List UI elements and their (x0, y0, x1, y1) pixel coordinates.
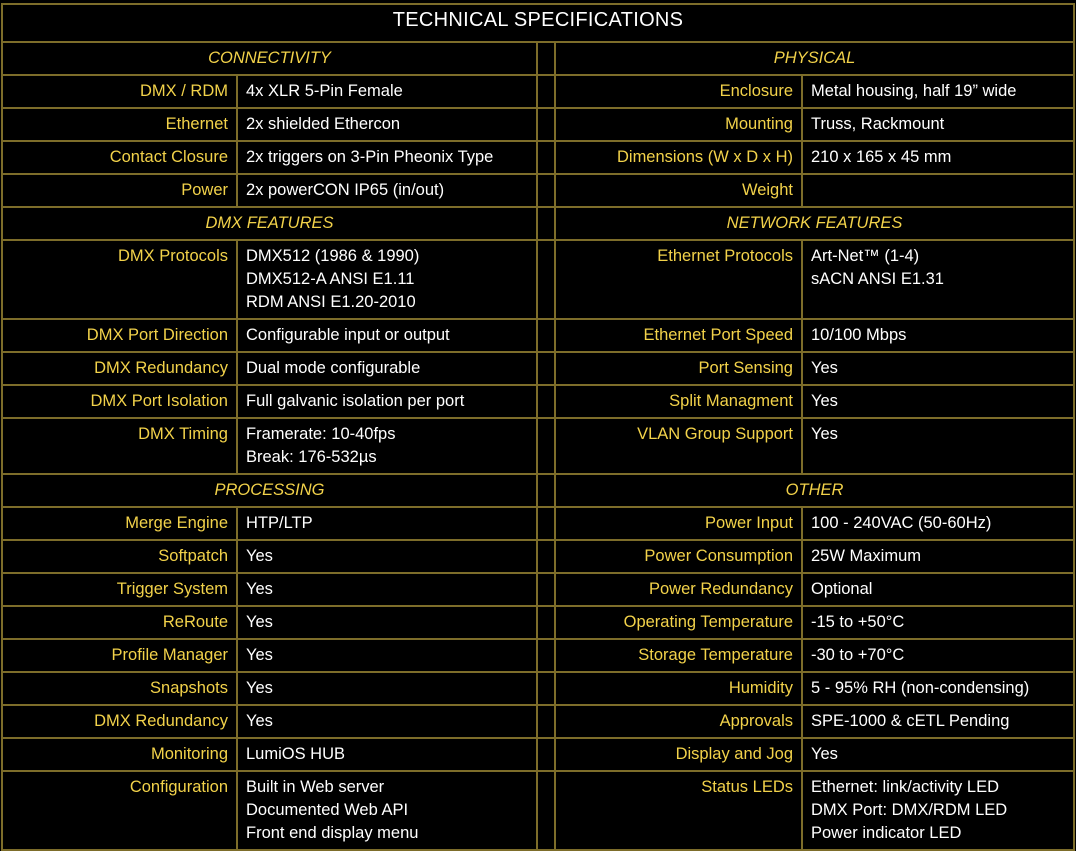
spec-row (2, 174, 1074, 207)
spec-value-line: Yes (246, 679, 273, 697)
spec-label: Ethernet Protocols (555, 240, 802, 319)
spec-row (2, 540, 1074, 573)
spec-row (2, 141, 1074, 174)
spec-value-line: 2x powerCON IP65 (in/out) (246, 181, 445, 199)
spec-value-line: Art-Net™ (1-4) (811, 247, 920, 265)
spec-row (2, 352, 1074, 385)
spec-value-line: 100 - 240VAC (50-60Hz) (811, 514, 992, 532)
spec-value-line: Ethernet: link/activity LED (811, 778, 999, 796)
spec-value-line: -15 to +50°C (811, 613, 905, 631)
spec-label: Enclosure (555, 75, 802, 108)
spec-row (2, 240, 1074, 319)
spec-value-line: RDM ANSI E1.20-2010 (246, 293, 416, 311)
spec-value (802, 771, 1074, 850)
column-divider (537, 141, 555, 174)
column-divider (537, 75, 555, 108)
column-divider (537, 738, 555, 771)
spec-value (802, 75, 1074, 108)
spec-label: Mounting (555, 108, 802, 141)
spec-value (802, 319, 1074, 352)
spec-value (237, 75, 537, 108)
spec-row (2, 705, 1074, 738)
column-divider (537, 573, 555, 606)
spec-label: Trigger System (2, 573, 237, 606)
spec-label: VLAN Group Support (555, 418, 802, 474)
spec-value-line: Truss, Rackmount (811, 115, 945, 133)
spec-label: Operating Temperature (555, 606, 802, 639)
spec-value-line: Yes (811, 359, 838, 377)
spec-label: DMX Port Isolation (2, 385, 237, 418)
spec-value-line: Documented Web API (246, 801, 409, 819)
spec-label: DMX Timing (2, 418, 237, 474)
spec-label: Split Managment (555, 385, 802, 418)
spec-value (802, 672, 1074, 705)
section-heading-processing: PROCESSING (2, 474, 537, 507)
spec-value (237, 174, 537, 207)
spec-label: Storage Temperature (555, 639, 802, 672)
spec-value-line: Full galvanic isolation per port (246, 392, 465, 410)
section-heading-physical: PHYSICAL (555, 42, 1074, 75)
column-divider (537, 771, 555, 850)
column-divider (537, 705, 555, 738)
spec-value-line: Yes (811, 392, 838, 410)
spec-value (237, 141, 537, 174)
spec-row (2, 108, 1074, 141)
spec-value-line: Framerate: 10-40fps (246, 425, 396, 443)
column-divider (537, 540, 555, 573)
spec-value-line: DMX512-A ANSI E1.11 (246, 270, 415, 288)
spec-label: DMX Redundancy (2, 705, 237, 738)
spec-value (237, 352, 537, 385)
spec-label: Snapshots (2, 672, 237, 705)
column-divider (537, 385, 555, 418)
spec-value-line: DMX Port: DMX/RDM LED (811, 801, 1008, 819)
spec-label: Approvals (555, 705, 802, 738)
spec-row (2, 385, 1074, 418)
spec-value-line: Yes (246, 547, 273, 565)
column-divider (537, 42, 555, 75)
spec-value (802, 385, 1074, 418)
spec-value (237, 705, 537, 738)
spec-value-line: Yes (811, 425, 838, 443)
column-divider (537, 639, 555, 672)
spec-value (237, 573, 537, 606)
spec-value (237, 108, 537, 141)
column-divider (537, 174, 555, 207)
spec-value-line: 10/100 Mbps (811, 326, 907, 344)
spec-label: Configuration (2, 771, 237, 850)
spec-value-line: Yes (246, 646, 273, 664)
spec-value (802, 639, 1074, 672)
spec-value-line: 5 - 95% RH (non-condensing) (811, 679, 1030, 697)
spec-value (237, 738, 537, 771)
spec-value (802, 174, 1074, 207)
column-divider (537, 240, 555, 319)
spec-label: Merge Engine (2, 507, 237, 540)
spec-value (237, 507, 537, 540)
spec-value (802, 738, 1074, 771)
spec-value (802, 352, 1074, 385)
spec-label: DMX Port Direction (2, 319, 237, 352)
spec-value (237, 606, 537, 639)
spec-value-line: Built in Web server (246, 778, 385, 796)
column-divider (537, 672, 555, 705)
spec-value-line: Metal housing, half 19” wide (811, 82, 1017, 100)
spec-value (802, 240, 1074, 319)
spec-value-line: sACN ANSI E1.31 (811, 270, 944, 288)
spec-value-line: Yes (811, 745, 838, 763)
spec-value (802, 573, 1074, 606)
spec-value (802, 418, 1074, 474)
spec-label: ReRoute (2, 606, 237, 639)
column-divider (537, 507, 555, 540)
spec-value (802, 108, 1074, 141)
column-divider (537, 474, 555, 507)
spec-label: Monitoring (2, 738, 237, 771)
spec-value-line: Yes (246, 580, 273, 598)
spec-value (802, 141, 1074, 174)
spec-value (237, 639, 537, 672)
spec-value-line: 2x shielded Ethercon (246, 115, 401, 133)
spec-row (2, 672, 1074, 705)
column-divider (537, 108, 555, 141)
spec-label: Port Sensing (555, 352, 802, 385)
spec-value (802, 540, 1074, 573)
spec-value-line: Configurable input or output (246, 326, 450, 344)
spec-row (2, 606, 1074, 639)
spec-value (237, 385, 537, 418)
column-divider (537, 418, 555, 474)
spec-value-line: Power indicator LED (811, 824, 962, 842)
spec-label: Ethernet (2, 108, 237, 141)
spec-value-line: 210 x 165 x 45 mm (811, 148, 952, 166)
spec-value-line: SPE-1000 & cETL Pending (811, 712, 1010, 730)
spec-value-line: -30 to +70°C (811, 646, 905, 664)
column-divider (537, 606, 555, 639)
spec-label: DMX Redundancy (2, 352, 237, 385)
spec-value-line: Optional (811, 580, 873, 598)
section-heading-network-features: NETWORK FEATURES (555, 207, 1074, 240)
spec-value-line: LumiOS HUB (246, 745, 346, 763)
spec-label: DMX / RDM (2, 75, 237, 108)
spec-table (1, 3, 1075, 851)
spec-label: Weight (555, 174, 802, 207)
spec-value (237, 240, 537, 319)
section-heading-dmx-features: DMX FEATURES (2, 207, 537, 240)
spec-value-line: 25W Maximum (811, 547, 922, 565)
spec-value-line: Dual mode configurable (246, 359, 421, 377)
spec-label: Profile Manager (2, 639, 237, 672)
spec-label: Softpatch (2, 540, 237, 573)
spec-value (237, 418, 537, 474)
spec-label: Humidity (555, 672, 802, 705)
column-divider (537, 207, 555, 240)
spec-row (2, 639, 1074, 672)
spec-label: DMX Protocols (2, 240, 237, 319)
spec-value-line: 4x XLR 5-Pin Female (246, 82, 403, 100)
spec-row (2, 507, 1074, 540)
spec-label: Contact Closure (2, 141, 237, 174)
spec-value (237, 319, 537, 352)
spec-value-line: DMX512 (1986 & 1990) (246, 247, 420, 265)
spec-value (802, 606, 1074, 639)
section-heading-connectivity: CONNECTIVITY (2, 42, 537, 75)
spec-label: Display and Jog (555, 738, 802, 771)
spec-label: Power Redundancy (555, 573, 802, 606)
spec-value-line: 2x triggers on 3-Pin Pheonix Type (246, 148, 494, 166)
spec-label: Ethernet Port Speed (555, 319, 802, 352)
spec-value (237, 771, 537, 850)
spec-row (2, 771, 1074, 850)
spec-row (2, 75, 1074, 108)
spec-row (2, 319, 1074, 352)
spec-label: Power Consumption (555, 540, 802, 573)
spec-value (802, 705, 1074, 738)
spec-value (237, 540, 537, 573)
spec-label: Power Input (555, 507, 802, 540)
spec-row (2, 738, 1074, 771)
page-title: TECHNICAL SPECIFICATIONS (2, 4, 1074, 42)
section-heading-other: OTHER (555, 474, 1074, 507)
spec-value (802, 507, 1074, 540)
spec-value-line: Front end display menu (246, 824, 419, 842)
spec-label: Status LEDs (555, 771, 802, 850)
spec-row (2, 418, 1074, 474)
spec-value-line: Break: 176-532µs (246, 448, 377, 466)
spec-label: Dimensions (W x D x H) (555, 141, 802, 174)
column-divider (537, 319, 555, 352)
spec-value-line: HTP/LTP (246, 514, 313, 532)
spec-label: Power (2, 174, 237, 207)
column-divider (537, 352, 555, 385)
spec-value (237, 672, 537, 705)
spec-value-line: Yes (246, 712, 273, 730)
spec-row (2, 573, 1074, 606)
spec-value-line: Yes (246, 613, 273, 631)
